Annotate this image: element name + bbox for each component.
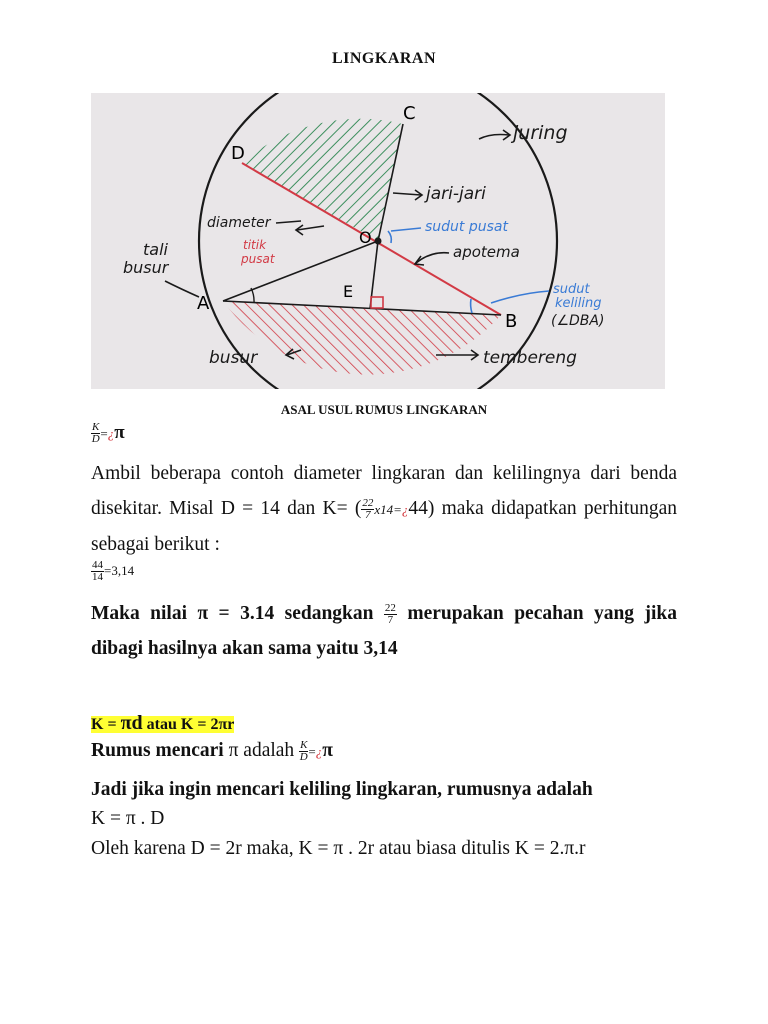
line-jadi: Jadi jika ingin mencari keliling lingkaran, rumusnya adalah	[91, 779, 593, 800]
line-oleh-karena: Oleh karena D = 2r maka, K = π . 2r atau biasa ditulis K = 2.π.r	[91, 838, 586, 859]
label-busur: busur	[209, 348, 258, 368]
label-tali: tali	[143, 240, 168, 259]
label-tembereng: tembereng	[483, 348, 577, 368]
label-keliling: keliling	[555, 296, 602, 311]
label-d: D	[231, 143, 245, 164]
label-o: O	[359, 228, 372, 247]
paragraph-contoh: Ambil beberapa contoh diameter lingkaran dan kelilingnya dari benda disekitar. Misal D = 14 dan K= ( $\frac{22}{7}$ x14=¿44) maka didapatkan perhitungan sebagai berikut :	[91, 463, 677, 555]
circle-diagram	[91, 93, 665, 389]
tembereng-segment	[223, 301, 501, 375]
label-b: B	[505, 311, 518, 332]
label-sudut-pusat: sudut pusat	[425, 219, 508, 235]
label-a: A	[197, 293, 210, 314]
highlight-formula: K = πd atau K = 2πr	[91, 712, 235, 734]
label-tali-busur: busur	[123, 258, 169, 277]
page-title: LINGKARAN	[331, 50, 437, 67]
label-juring: juring	[513, 122, 568, 144]
paragraph-nilai-pi: Maka nilai π = 3.14 sedangkan $\frac{22}{7}$ merupakan pecahan yang jika dibagi hasilnya akan sama yaitu 3,14	[91, 602, 677, 659]
label-apotema: apotema	[453, 243, 520, 261]
label-sudut: sudut	[553, 282, 590, 297]
label-c: C	[403, 103, 416, 124]
formula-k-over-d: $\frac{K}{D}$ =¿π	[91, 421, 125, 446]
label-diameter: diameter	[207, 215, 271, 231]
line-rumus-mencari: Rumus mencari π adalah $\frac{K}{D}$ =¿π	[91, 739, 333, 764]
figure-caption: ASAL USUL RUMUS LINGKARAN	[280, 402, 488, 417]
label-pusat: pusat	[241, 252, 275, 266]
line-k-pi-d: K = π . D	[91, 808, 165, 829]
formula-44-over-14: $\frac{44}{14}$ =3,14	[92, 559, 135, 583]
label-e: E	[343, 282, 354, 301]
label-jari-jari: jari-jari	[426, 184, 486, 204]
circle-diagram-photo	[91, 93, 665, 389]
label-titik: titik	[243, 238, 267, 252]
label-dba: (∠DBA)	[551, 313, 605, 329]
